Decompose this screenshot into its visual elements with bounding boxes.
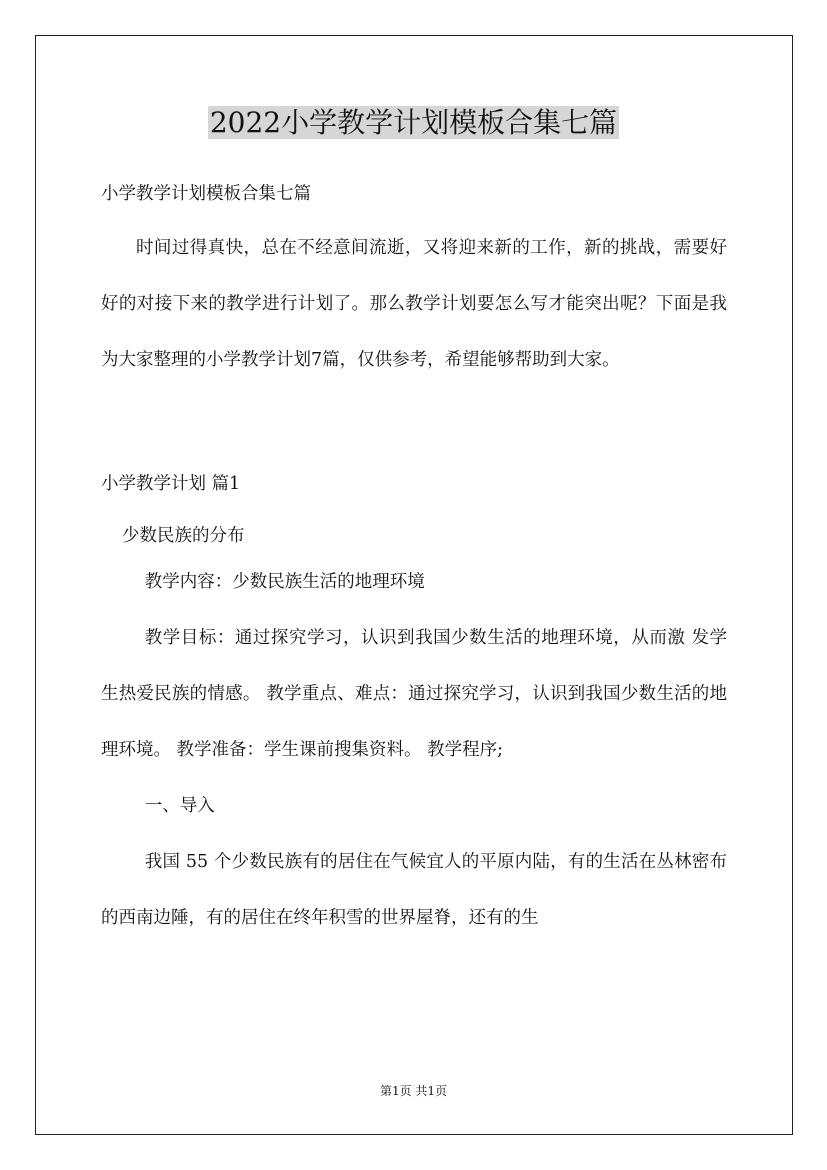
section-heading: 小学教学计划 篇1 xyxy=(101,474,241,494)
step-one-heading: 一、导入 xyxy=(144,796,215,816)
document-title-text: 2022小学教学计划模板合集七篇 xyxy=(209,106,618,139)
intro-paragraph: 时间过得真快，总在不经意间流逝，又将迎来新的工作，新的挑战，需要好好的对接下来的教学进行计划了。那么教学计划要怎么写才能突出呢？下面是我为大家整理的小学教学计划7篇，仅供参考，希望能够帮助到大家。 xyxy=(101,238,727,370)
document-subtitle: 小学教学计划模板合集七篇 xyxy=(101,184,311,204)
teaching-goal-paragraph: 教学目标：通过探究学习，认识到我国少数生活的地理环境，从而激 发学生热爱民族的情感。 教学重点、难点：通过探究学习，认识到我国少数生活的地理环境。 教学准备：学生课前搜集资料。 教学程序; xyxy=(101,628,727,760)
page-footer: 第1页 共1页 xyxy=(379,1084,448,1098)
step-one-paragraph: 我国 55 个少数民族有的居住在气候宜人的平原内陆，有的生活在丛林密布的西南边陲，有的居住在终年积雪的世界屋脊，还有的生 xyxy=(101,852,727,928)
lesson-title: 少数民族的分布 xyxy=(122,526,245,546)
document-title xyxy=(0,104,827,142)
document-body xyxy=(101,176,727,946)
teaching-content: 教学内容：少数民族生活的地理环境 xyxy=(144,572,425,592)
